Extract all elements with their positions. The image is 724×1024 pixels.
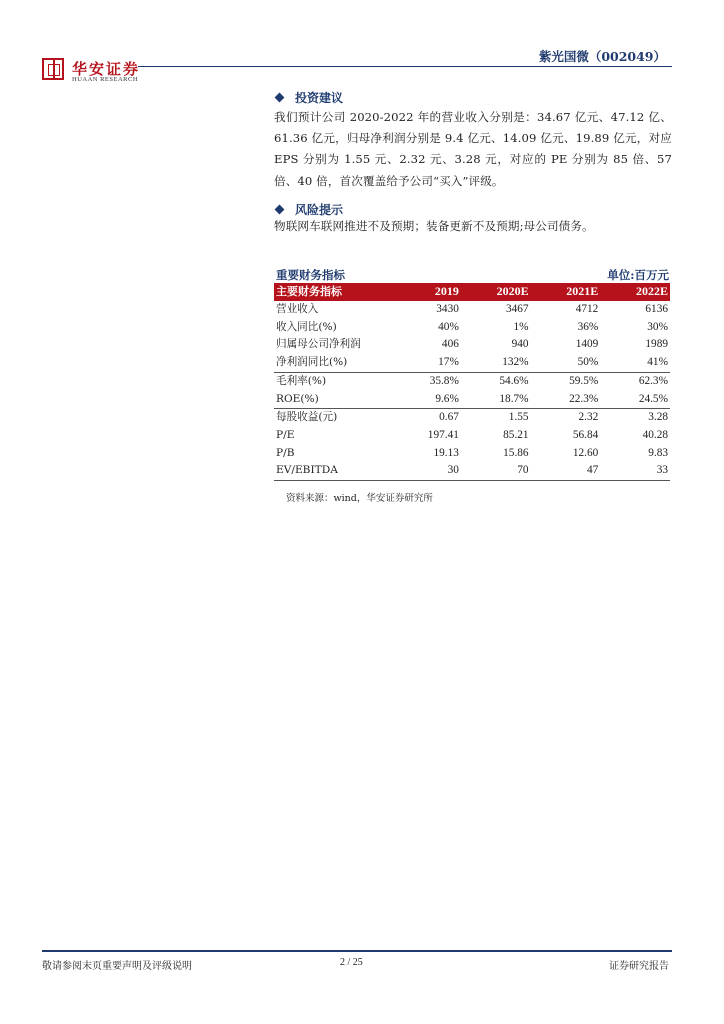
invest-heading: 投资建议 xyxy=(276,89,343,106)
cell-value: 940 xyxy=(511,338,529,351)
cell-value: 406 xyxy=(441,338,459,351)
cell-value: 35.8% xyxy=(393,372,461,390)
cell-value: 1989 xyxy=(645,338,668,351)
row-label: P/B xyxy=(276,446,295,459)
footer-report-type: 证券研究报告 xyxy=(609,961,669,972)
column-header: 2020E xyxy=(461,283,531,301)
invest-paragraph: 我们预计公司 2020-2022 年的营业收入分别是：34.67 亿元、47.12 亿、61.36 亿元，归母净利润分别是 9.4 亿元、14.09 亿元、19.89 亿元，对应 EPS 分别为 1.55 元、2.32 元、3.28 元，对应的 PE 分别为 85 倍、57 倍、40 倍，首次覆盖给予公司“买入”评级。 xyxy=(274,110,672,188)
row-label: 收入同比(%) xyxy=(276,320,337,333)
row-label: EV/EBITDA xyxy=(274,462,393,480)
page-number: 2 / 25 xyxy=(340,957,363,968)
table-row xyxy=(274,354,670,372)
cell-value: 24.5% xyxy=(638,392,668,405)
cell-value: 197.41 xyxy=(427,428,459,441)
cell-value: 3467 xyxy=(505,303,529,315)
data-source-note: 资料来源：wind，华安证券研究所 xyxy=(286,493,433,504)
cell-value: 3.28 xyxy=(600,409,670,427)
risk-paragraph: 物联网车联网推进不及预期；装备更新不及预期;母公司债务。 xyxy=(274,219,594,233)
report-title: 紫光国微（002049） xyxy=(538,49,666,64)
company-logo xyxy=(42,58,182,84)
table-row xyxy=(274,319,670,337)
footer-divider xyxy=(42,950,672,952)
table-row xyxy=(274,427,670,445)
footer-disclaimer: 敬请参阅末页重要声明及评级说明 xyxy=(42,961,192,972)
cell-value: 54.6% xyxy=(461,372,531,390)
cell-value: 56.84 xyxy=(572,428,599,441)
cell-value: 36% xyxy=(577,320,599,333)
cell-value: 18.7% xyxy=(499,392,529,405)
diamond-bullet-icon xyxy=(275,205,285,215)
logo-name: 华安证券 xyxy=(72,60,141,78)
cell-value: 12.60 xyxy=(572,446,599,459)
table-row xyxy=(274,462,670,480)
row-label: P/E xyxy=(276,428,295,441)
cell-value: 40.28 xyxy=(642,428,668,441)
cell-value: 47 xyxy=(531,462,601,480)
table-row xyxy=(274,301,670,319)
cell-value: 1% xyxy=(513,320,529,333)
table-row xyxy=(274,409,670,427)
cell-value: 1.55 xyxy=(461,409,531,427)
cell-value: 19.13 xyxy=(433,446,459,459)
cell-value: 40% xyxy=(438,320,459,333)
cell-value: 4712 xyxy=(575,303,599,315)
table-header-row xyxy=(274,283,670,301)
row-label: 净利润同比(%) xyxy=(276,356,348,369)
cell-value: 9.6% xyxy=(435,392,459,405)
cell-value: 41% xyxy=(647,356,668,369)
risk-heading: 风险提示 xyxy=(276,201,343,218)
row-label: 毛利率(%) xyxy=(274,372,393,390)
cell-value: 50% xyxy=(577,356,599,369)
header-divider xyxy=(138,66,672,67)
cell-value: 2.32 xyxy=(531,409,601,427)
logo-english: HUAAN RESEARCH xyxy=(72,76,139,83)
cell-value: 59.5% xyxy=(531,372,601,390)
table-unit: 单位:百万元 xyxy=(607,268,669,282)
column-header: 2019 xyxy=(393,283,461,301)
cell-value: 15.86 xyxy=(503,446,529,459)
cell-value: 22.3% xyxy=(569,392,599,405)
cell-value: 62.3% xyxy=(600,372,670,390)
column-header: 2021E xyxy=(531,283,601,301)
cell-value: 30 xyxy=(393,462,461,480)
table-title: 重要财务指标 xyxy=(276,268,345,282)
cell-value: 0.67 xyxy=(393,409,461,427)
cell-value: 3430 xyxy=(436,303,459,315)
table-row xyxy=(274,336,670,354)
cell-value: 1409 xyxy=(575,338,599,351)
cell-value: 6136 xyxy=(645,303,668,315)
table-row xyxy=(274,391,670,409)
cell-value: 17% xyxy=(438,356,459,369)
row-label: 归属母公司净利润 xyxy=(276,338,361,351)
column-header: 主要财务指标 xyxy=(274,283,393,301)
row-label: 营业收入 xyxy=(276,303,319,315)
cell-value: 132% xyxy=(502,356,529,369)
cell-value: 70 xyxy=(461,462,531,480)
cell-value: 33 xyxy=(600,462,670,480)
row-label: ROE(%) xyxy=(276,392,319,405)
table-row xyxy=(274,445,670,463)
diamond-bullet-icon xyxy=(275,93,285,103)
column-header: 2022E xyxy=(600,283,670,301)
table-row xyxy=(274,372,670,390)
financial-table xyxy=(274,283,670,481)
cell-value: 30% xyxy=(647,320,668,333)
logo-mark-icon xyxy=(42,58,64,80)
cell-value: 9.83 xyxy=(648,446,668,459)
row-label: 每股收益(元) xyxy=(274,409,393,427)
cell-value: 85.21 xyxy=(503,428,529,441)
